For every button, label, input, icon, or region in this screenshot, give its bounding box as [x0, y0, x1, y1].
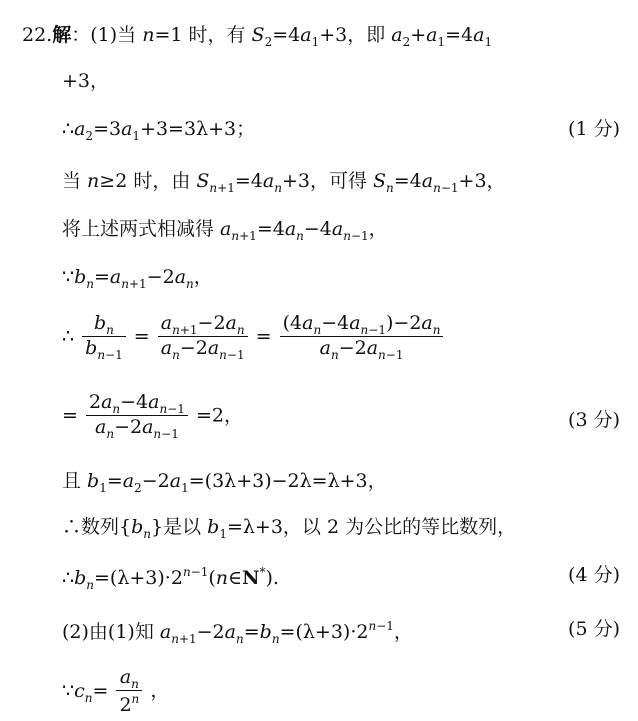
problem-number: 22.: [22, 24, 53, 46]
step3-line: 将上述两式相减得 $a_{n+1}=4a_n-4a_{n-1}$，: [62, 218, 388, 243]
step9-score: (4 分): [568, 564, 620, 586]
part2-line: (2)由(1)知 $a_{n+1}-2a_n=b_n=(\lambda+3)\cdot 2^{n-1}$，: [62, 619, 413, 646]
fraction-cn: $\frac{a_n}{2^n}$: [116, 668, 142, 715]
step8-line: ∴数列$\{b_n\}$是以 $b_1=\lambda+3$，以 2 为公比的等比数列，: [62, 516, 517, 541]
step1-line: $\therefore a_2=3a_1+3=3\lambda+3$；: [62, 118, 256, 143]
fraction-an-ratio: $\frac{a_{n+1}-2a_n}{a_n-2a_{n-1}}$: [158, 314, 248, 361]
step4-line: $\because b_n=a_{n+1}-2a_n$，: [62, 266, 213, 291]
step9-line: $\therefore b_n=(\lambda+3)\cdot 2^{n-1}(n\in N^*)$.: [62, 565, 279, 592]
solution-heading: 解: [52, 24, 72, 46]
step5-line: ∴ $\frac{b_n}{b_{n-1}}$ = $\frac{a_{n+1}-2a_n}{a_n-2a_{n-1}}$ = $\frac{(4a_n-4a_{n-1})-2a_n}{a_n-2a_{n-1}}$: [62, 314, 445, 361]
step2-line: 当 n≥2 时，由 $S_{n+1}=4a_n+3$，可得 $S_n=4a_{n-1}+3$，: [62, 170, 506, 195]
part1-cont-line: +3，: [62, 70, 110, 92]
fraction-substituted: $\frac{(4a_n-4a_{n-1})-2a_n}{a_n-2a_{n-1}}$: [280, 314, 444, 361]
step6-score: (3 分): [568, 409, 620, 431]
step7-line: 且 $b_1=a_2-2a_1=(3\lambda+3)-2\lambda=\lambda+3$，: [62, 470, 387, 495]
step1-score: (1 分): [568, 118, 620, 140]
step10-line: $\because c_n=$ $\frac{a_n}{2^n}$ ，: [62, 666, 170, 716]
step6-line: = $\frac{2a_n-4a_{n-1}}{a_n-2a_{n-1}}$ =2，: [62, 391, 243, 441]
fraction-simplified: $\frac{2a_n-4a_{n-1}}{a_n-2a_{n-1}}$: [86, 393, 188, 440]
part1-intro-line: 22.解：(1)当 n=1 时，有 $S_2=4a_1+3$，即 $a_2+a_1=4a_1$: [22, 24, 493, 49]
fraction-bn-ratio: $\frac{b_n}{b_{n-1}}$: [82, 314, 126, 361]
part2-score: (5 分): [568, 618, 620, 640]
